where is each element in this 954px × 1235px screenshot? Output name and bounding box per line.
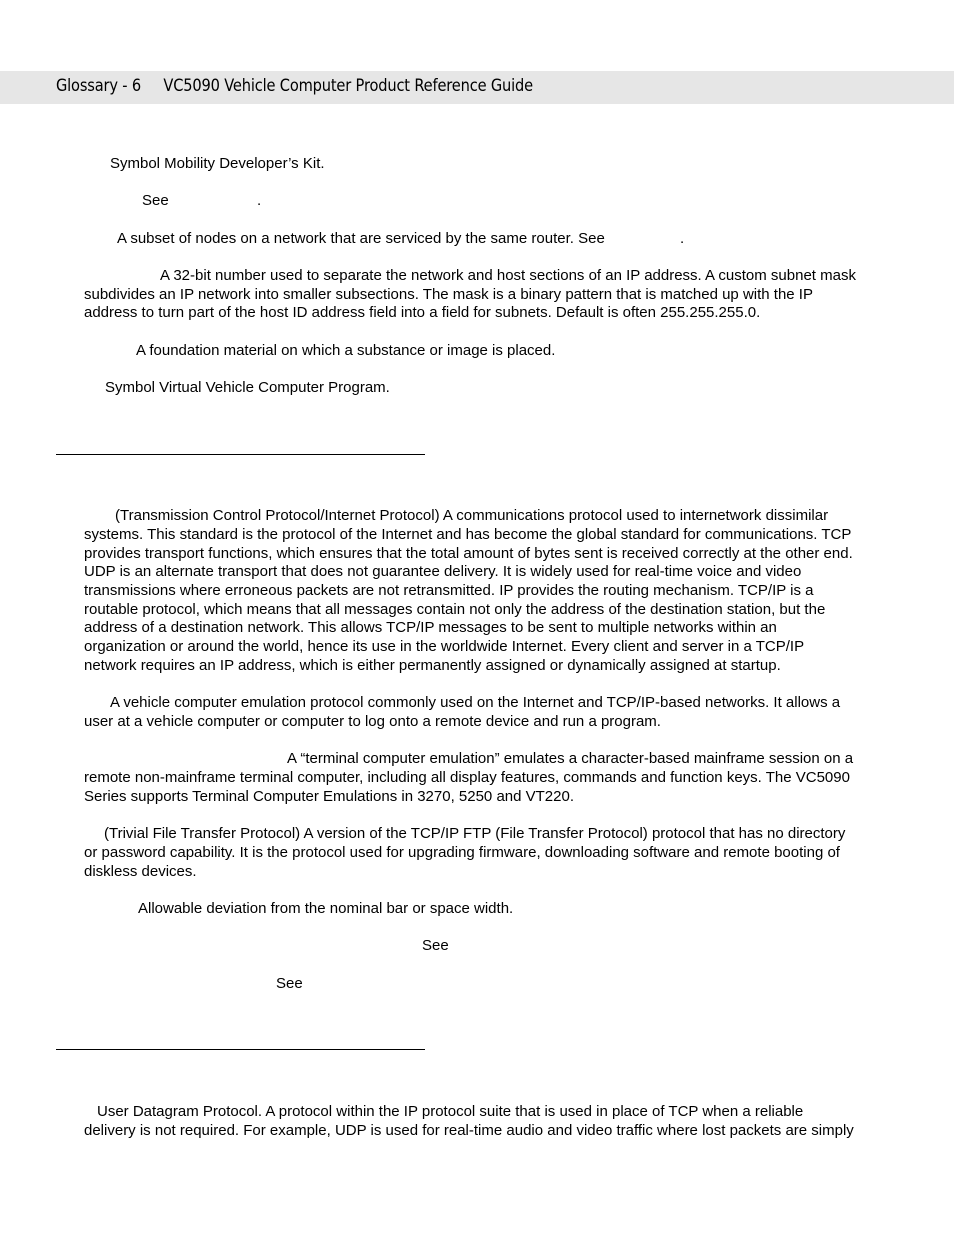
see-reference-3: See [276,975,303,992]
subnet-mask-line-2: subdivides an IP network into smaller subsections. The mask is a binary pattern that is matched up with the IP [84,286,813,303]
tcpip-line-8: organization or around the world, hence its use in the worldwide Internet. Every client and server in a TCP/IP [84,638,805,655]
tftp-line-2: or password capability. It is the protocol used for upgrading firmware, downloading software and remote booting of [84,844,840,861]
page-label: Glossary - 6 [56,76,142,96]
tftp-line-3: diskless devices. [84,863,197,880]
tftp-line-1: (Trivial File Transfer Protocol) A version of the TCP/IP FTP (File Transfer Protocol) protocol that has no directory [104,825,846,842]
tcpip-line-1: (Transmission Control Protocol/Internet Protocol) A communications protocol used to internetwork dissimilar [115,507,829,524]
telnet-line-2: user at a vehicle computer or computer to log onto a remote device and run a program. [84,713,661,730]
tcpip-line-7: address of a destination network. This allows TCP/IP messages to be sent to multiple networks within an [84,619,777,636]
see-word: See [142,192,169,209]
terminal-emulation-line-1: A “terminal computer emulation” emulates a character-based mainframe session on a [287,750,854,767]
subnet-mask-line-3: address to turn part of the host ID address field into a field for subnets. Default is often 255.255.255.0. [84,304,761,321]
running-header [56,75,533,97]
substrate-definition: A foundation material on which a substance or image is placed. [136,342,556,359]
smdk-definition: Symbol Mobility Developer’s Kit. [110,155,325,172]
terminal-emulation-line-3: Series supports Terminal Computer Emulations in 3270, 5250 and VT220. [84,788,574,805]
terminal-emulation-line-2: remote non-mainframe terminal computer, including all display features, commands and function keys. The VC5090 [84,769,850,786]
tcpip-line-5: transmissions where erroneous packets are not retransmitted. IP provides the routing mechanism. TCP/IP is a [84,582,814,599]
svvcp-definition: Symbol Virtual Vehicle Computer Program. [105,379,390,396]
tcpip-line-4: UDP is an alternate transport that does not guarantee delivery. It is widely used for real-time voice and video [84,563,802,580]
tcpip-line-3: provides transport functions, which ensures that the total amount of bytes sent is received correctly at the other end. [84,545,853,562]
section-divider-t [56,454,425,455]
subnet-definition [117,230,685,249]
tcpip-line-2: systems. This standard is the protocol of the Internet and has become the global standard for communications. TCP [84,526,852,543]
section-divider-u [56,1049,425,1050]
udp-line-1: User Datagram Protocol. A protocol within the IP protocol suite that is used in place of TCP when a reliable [97,1103,804,1120]
tolerance-definition: Allowable deviation from the nominal bar or space width. [138,900,514,917]
udp-line-2: delivery is not required. For example, UDP is used for real-time audio and video traffic where lost packets are simply [84,1122,854,1139]
see-reference-2: See [422,937,449,954]
see-reference-1 [142,192,262,211]
subnet-mask-line-1: A 32-bit number used to separate the network and host sections of an IP address. A custom subnet mask [160,267,856,284]
subnet-period: . [680,230,685,247]
telnet-line-1: A vehicle computer emulation protocol commonly used on the Internet and TCP/IP-based networks. It allows a [110,694,841,711]
subnet-text: A subset of nodes on a network that are serviced by the same router. See [117,230,605,247]
see-period: . [257,192,262,209]
tcpip-line-9: network requires an IP address, which is either permanently assigned or dynamically assigned at startup. [84,657,781,674]
tcpip-line-6: routable protocol, which means that all messages contain not only the address of the destination station, but the [84,601,826,618]
document-title: VC5090 Vehicle Computer Product Reference Guide [163,76,533,96]
